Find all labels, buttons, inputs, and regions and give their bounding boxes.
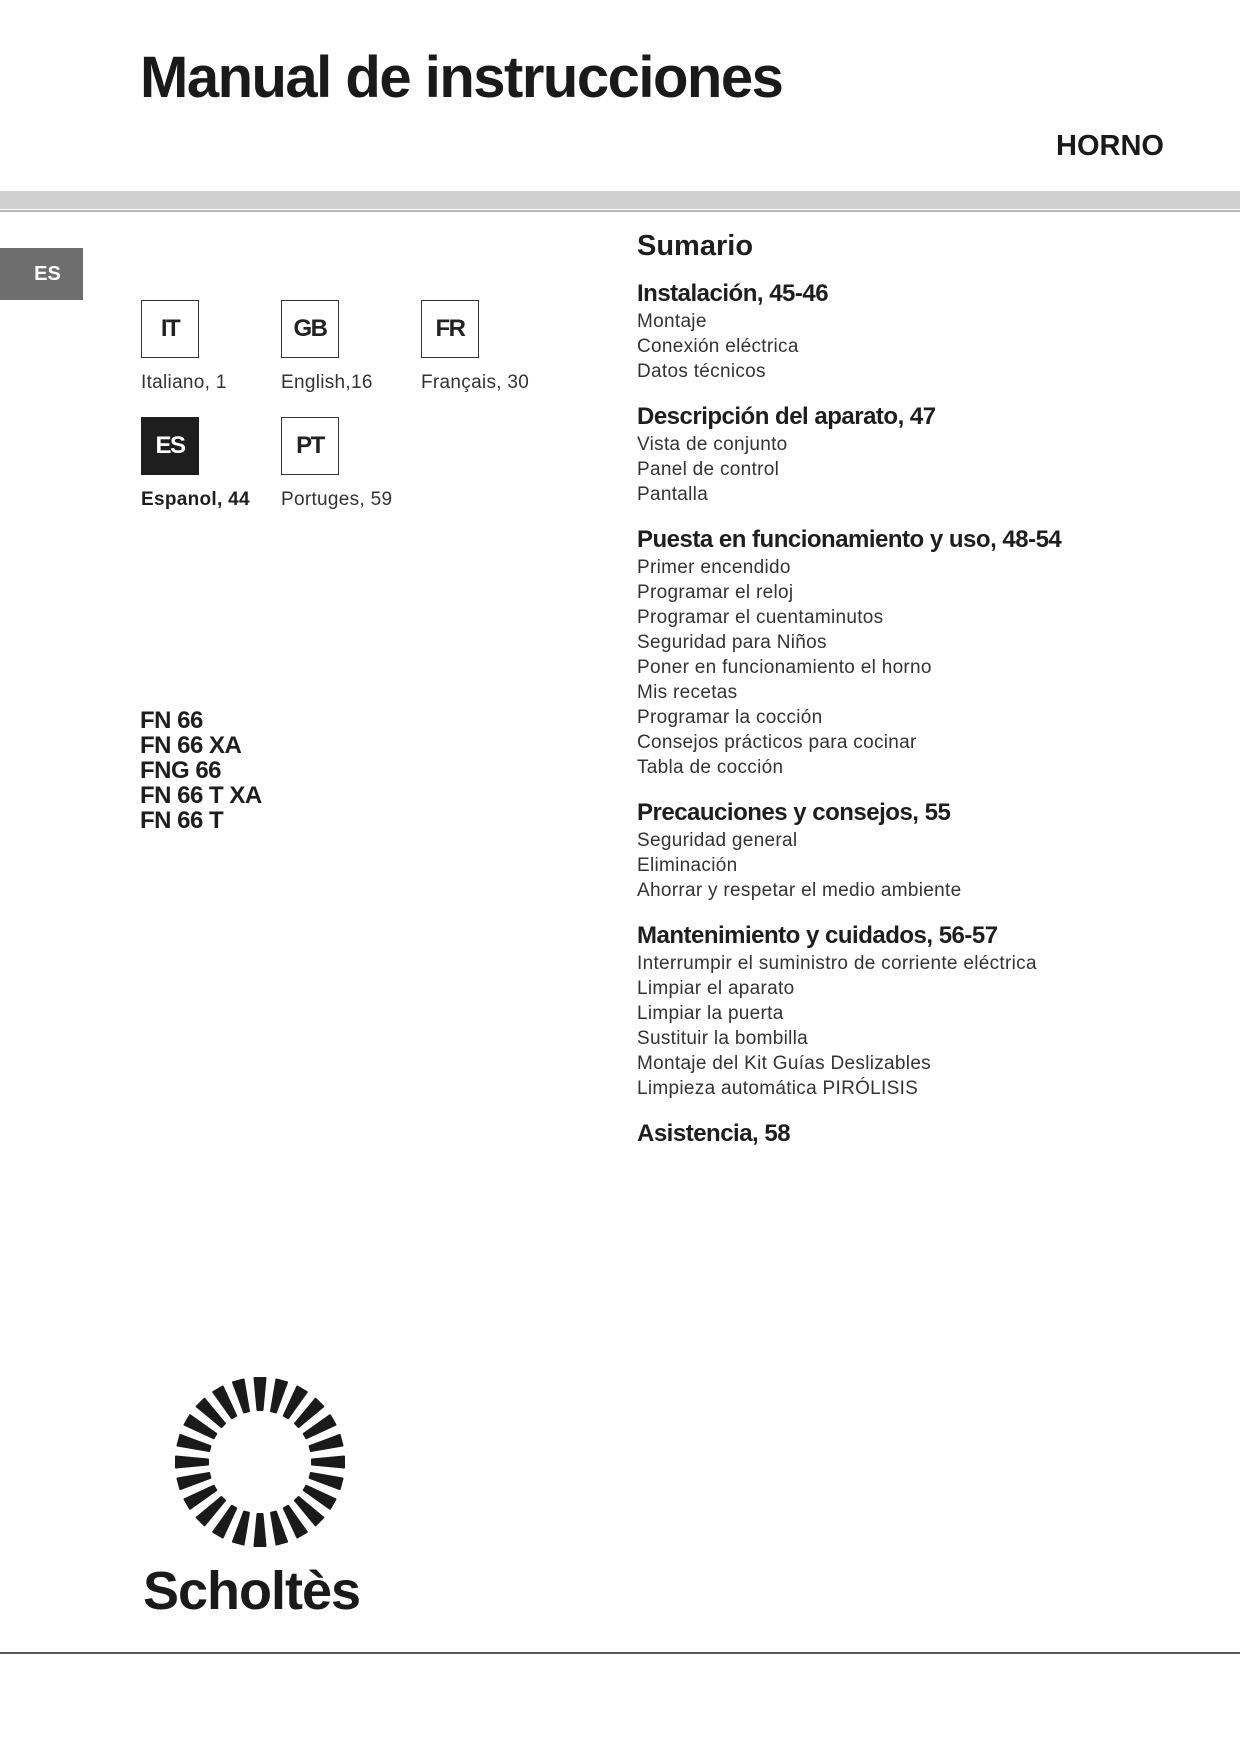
sunburst-ray <box>310 1435 343 1451</box>
toc-section-asistencia <box>637 1119 1197 1149</box>
sunburst-ray <box>271 1512 287 1545</box>
toc-section-precauciones <box>637 798 1197 903</box>
toc-title: Sumario <box>637 230 754 262</box>
language-pt[interactable] <box>281 417 392 512</box>
sunburst-ray <box>312 1457 344 1468</box>
toc-item[interactable]: Limpieza automática PIRÓLISIS <box>637 1078 919 1099</box>
toc-item[interactable]: Conexión eléctrica <box>637 336 799 357</box>
toc-item[interactable]: Limpiar la puerta <box>637 1003 784 1024</box>
toc-item[interactable]: Eliminación <box>637 855 738 876</box>
toc-item[interactable]: Panel de control <box>637 459 780 480</box>
model-name: FN 66 T <box>140 807 224 834</box>
product-type: HORNO <box>1056 130 1164 162</box>
language-label-gb[interactable]: English,16 <box>281 372 373 393</box>
toc-item[interactable]: Seguridad para Niños <box>637 632 827 653</box>
toc-section-descripcion <box>637 402 1197 507</box>
toc-item[interactable]: Poner en funcionamiento el horno <box>637 657 932 678</box>
brand-name: Scholtès <box>143 1561 361 1621</box>
toc-item[interactable]: Seguridad general <box>637 830 798 851</box>
sunburst-ray <box>177 1473 210 1489</box>
toc-heading[interactable]: Puesta en funcionamiento y uso, 48-54 <box>637 526 1062 553</box>
page-title: Manual de instrucciones <box>140 45 783 110</box>
toc-item[interactable]: Ahorrar y respetar el medio ambiente <box>637 880 962 901</box>
toc-item[interactable]: Montaje del Kit Guías Deslizables <box>637 1053 931 1074</box>
toc-heading[interactable]: Descripción del aparato, 47 <box>637 403 936 430</box>
sunburst-ray <box>255 1378 266 1410</box>
table-of-contents <box>637 230 1197 1167</box>
toc-item[interactable]: Vista de conjunto <box>637 434 788 455</box>
toc-item[interactable]: Montaje <box>637 311 707 332</box>
language-label-pt[interactable]: Portuges, 59 <box>281 489 393 510</box>
sunburst-ray <box>233 1379 249 1412</box>
sunburst-ray <box>176 1457 208 1468</box>
toc-item[interactable]: Consejos prácticos para cocinar <box>637 732 917 753</box>
toc-heading[interactable]: Precauciones y consejos, 55 <box>637 799 951 826</box>
language-gb[interactable] <box>281 300 373 395</box>
language-it[interactable] <box>141 300 227 395</box>
toc-item[interactable]: Primer encendido <box>637 557 791 578</box>
header-divider <box>0 210 1240 212</box>
toc-item[interactable]: Datos técnicos <box>637 361 766 382</box>
model-name: FN 66 T XA <box>140 782 262 809</box>
toc-section-instalacion <box>637 279 1197 384</box>
toc-section-puesta-en-funcionamiento <box>637 525 1197 780</box>
sunburst-ray <box>255 1514 266 1546</box>
language-tab: ES <box>0 248 83 300</box>
toc-item[interactable]: Programar el reloj <box>637 582 794 603</box>
model-name: FN 66 <box>140 707 203 734</box>
model-name: FNG 66 <box>140 757 222 784</box>
language-code-fr[interactable]: FR <box>421 300 479 358</box>
header-band <box>0 191 1240 209</box>
sunburst-logo-svg <box>140 1370 380 1570</box>
toc-item[interactable]: Programar el cuentaminutos <box>637 607 884 628</box>
language-code-pt[interactable]: PT <box>281 417 339 475</box>
toc-item[interactable]: Limpiar el aparato <box>637 978 795 999</box>
toc-heading[interactable]: Mantenimiento y cuidados, 56-57 <box>637 922 998 949</box>
language-code-it[interactable]: IT <box>141 300 199 358</box>
sunburst-ray <box>310 1473 343 1489</box>
toc-section-mantenimiento <box>637 921 1197 1101</box>
language-label-it[interactable]: Italiano, 1 <box>141 372 227 393</box>
language-label-fr[interactable]: Français, 30 <box>421 372 530 393</box>
toc-item[interactable]: Sustituir la bombilla <box>637 1028 809 1049</box>
sunburst-ray <box>271 1379 287 1412</box>
toc-item[interactable]: Pantalla <box>637 484 709 505</box>
language-code-gb[interactable]: GB <box>281 300 339 358</box>
model-list <box>140 708 262 833</box>
language-es[interactable] <box>141 417 251 512</box>
toc-item[interactable]: Interrumpir el suministro de corriente eléctrica <box>637 953 1037 974</box>
model-name: FN 66 XA <box>140 732 242 759</box>
sunburst-ray <box>233 1512 249 1545</box>
toc-item[interactable]: Tabla de cocción <box>637 757 784 778</box>
toc-heading[interactable]: Asistencia, 58 <box>637 1120 791 1147</box>
footer-divider <box>0 1652 1240 1654</box>
sunburst-ray <box>177 1435 210 1451</box>
toc-heading[interactable]: Instalación, 45-46 <box>637 280 829 307</box>
language-code-es[interactable]: ES <box>141 417 199 475</box>
toc-item[interactable]: Programar la cocción <box>637 707 823 728</box>
language-label-es[interactable]: Espanol, 44 <box>141 489 250 510</box>
language-fr[interactable] <box>421 300 529 395</box>
toc-item[interactable]: Mis recetas <box>637 682 738 703</box>
